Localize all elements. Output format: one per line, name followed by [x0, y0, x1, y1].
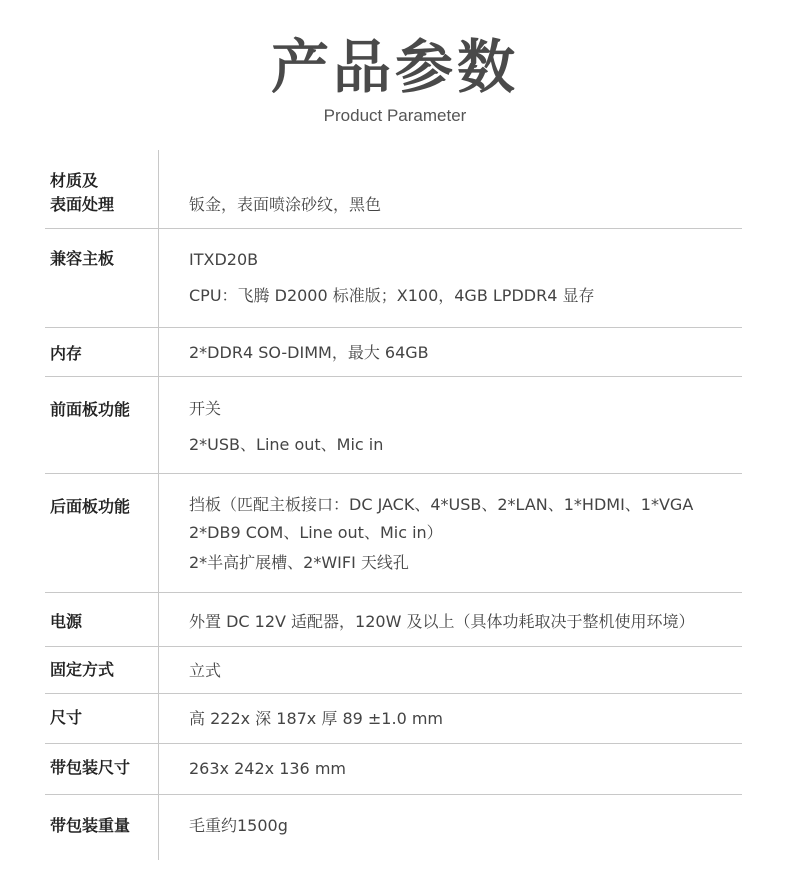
row-divider [45, 794, 742, 795]
spec-label: 带包装重量 [50, 816, 131, 835]
spec-label: 内存 [50, 344, 83, 363]
column-divider [158, 150, 159, 860]
spec-label: 后面板功能 [50, 497, 131, 516]
spec-value: 开关 [189, 399, 222, 418]
row-divider [45, 473, 742, 474]
spec-value: 立式 [189, 661, 222, 680]
row-divider [45, 228, 742, 229]
spec-label: 电源 [50, 612, 83, 631]
spec-value: CPU：飞腾 D2000 标准版；X100，4GB LPDDR4 显存 [189, 286, 595, 305]
spec-value: 2*DDR4 SO-DIMM，最大 64GB [189, 343, 429, 362]
page-title: 产品参数 [270, 33, 519, 101]
spec-value: 毛重约1500g [189, 816, 288, 835]
spec-label: 尺寸 [50, 708, 83, 727]
spec-value: 钣金，表面喷涂砂纹，黑色 [189, 195, 382, 214]
row-divider [45, 743, 742, 744]
spec-value: 2*半高扩展槽、2*WIFI 天线孔 [189, 553, 409, 572]
row-divider [45, 693, 742, 694]
spec-label: 表面处理 [50, 195, 115, 214]
spec-label: 前面板功能 [50, 400, 131, 419]
spec-label: 固定方式 [50, 660, 115, 679]
spec-value: 2*DB9 COM、Line out、Mic in） [189, 523, 443, 542]
row-divider [45, 646, 742, 647]
spec-value: 2*USB、Line out、Mic in [189, 435, 384, 454]
spec-label: 带包装尺寸 [50, 758, 131, 777]
spec-value: 外置 DC 12V 适配器，120W 及以上（具体功耗取决于整机使用环境） [189, 612, 695, 631]
spec-label: 兼容主板 [50, 249, 115, 268]
spec-label: 材质及 [50, 171, 99, 190]
spec-value: 高 222x 深 187x 厚 89 ±1.0 mm [189, 709, 444, 728]
page-subtitle: Product Parameter [323, 106, 467, 125]
spec-value: 263x 242x 136 mm [189, 759, 346, 778]
spec-value: 挡板（匹配主板接口：DC JACK、4*USB、2*LAN、1*HDMI、1*VGA [189, 495, 694, 514]
spec-value: ITXD20B [189, 250, 259, 269]
row-divider [45, 376, 742, 377]
row-divider [45, 327, 742, 328]
row-divider [45, 592, 742, 593]
